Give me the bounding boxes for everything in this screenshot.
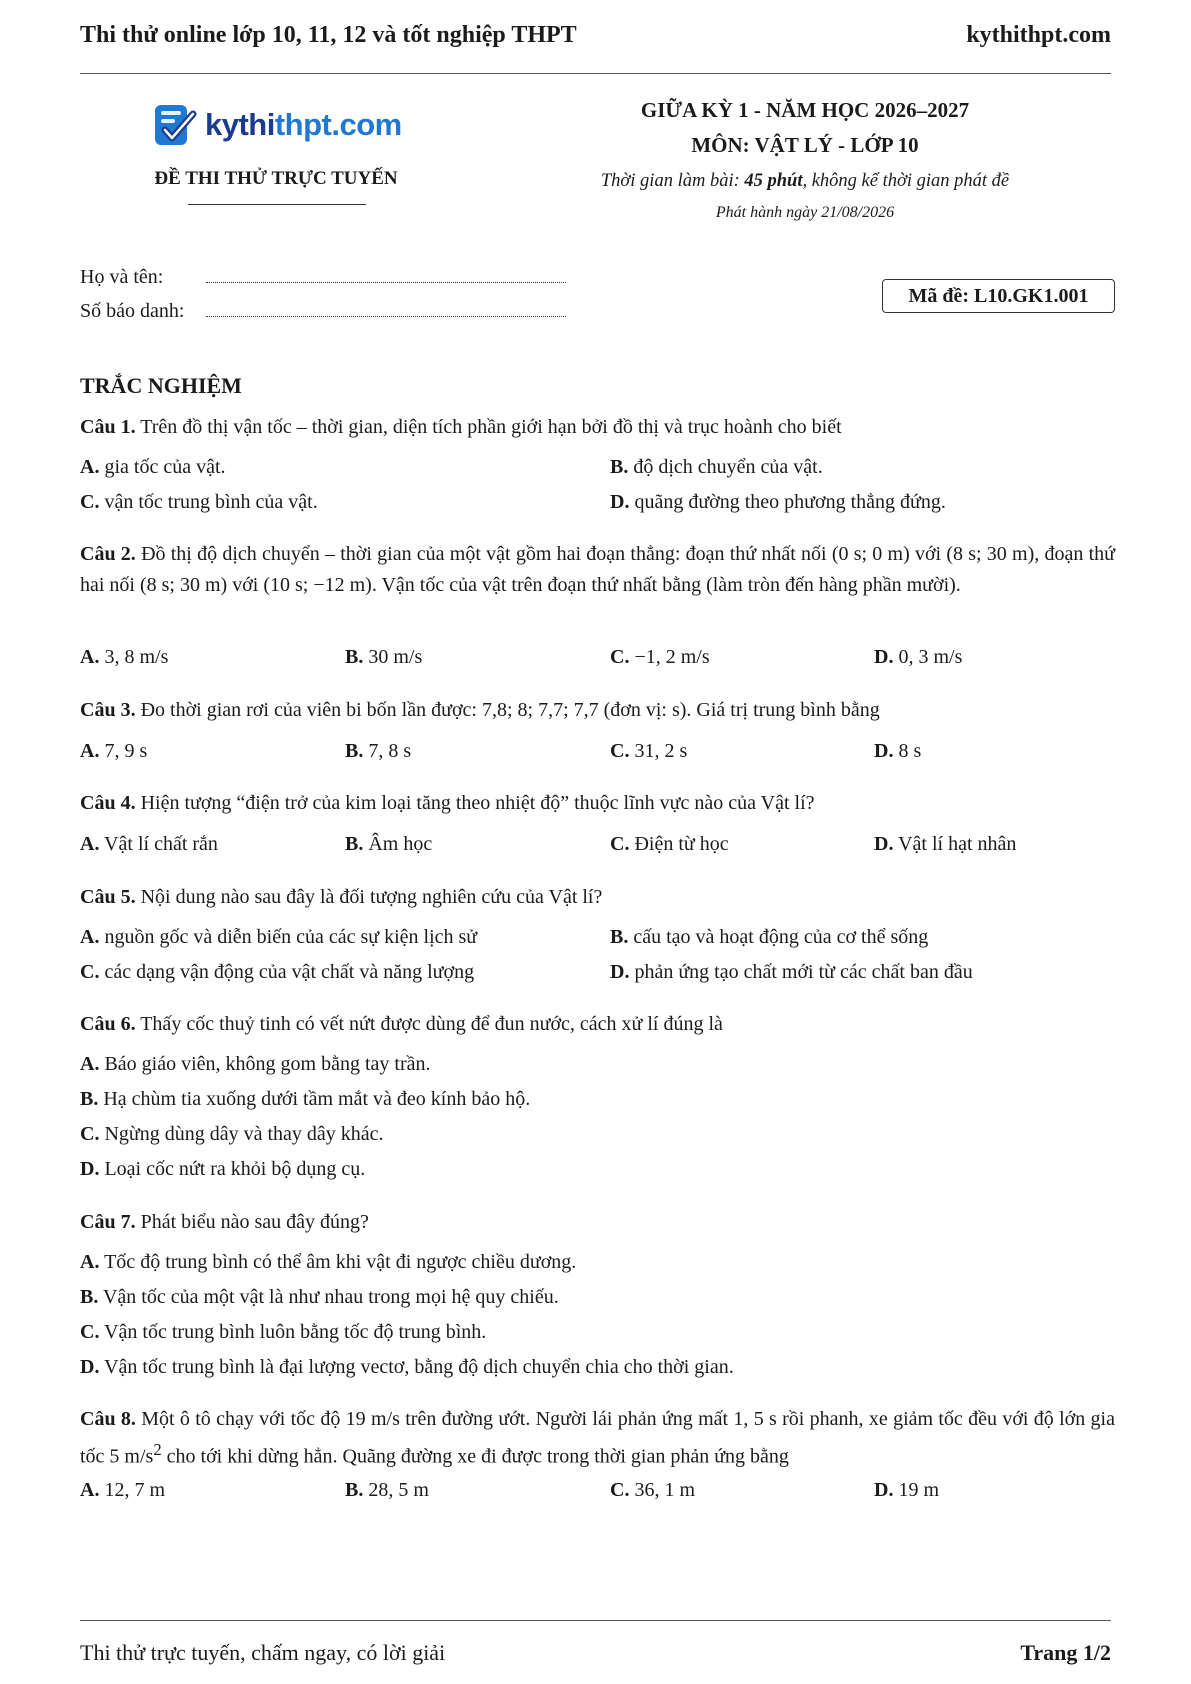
option-key: D. (80, 1356, 100, 1378)
question-text-superscript: 2 (153, 1439, 162, 1459)
option-key: A. (80, 646, 100, 668)
question-2 (80, 539, 1115, 600)
option-key: D. (874, 740, 894, 762)
option-key: C. (610, 1479, 630, 1501)
question-text-continued: cho tới khi dừng hẳn. Quãng đường xe đi được trong thời gian phản ứng bằng (161, 1445, 789, 1468)
q3-option-a[interactable] (80, 740, 147, 763)
question-7 (80, 1207, 1115, 1238)
exam-duration (555, 171, 1055, 192)
option-key: B. (610, 456, 629, 478)
option-text: các dạng vận động của vật chất và năng lượng (104, 961, 475, 983)
option-text: Loại cốc nứt ra khỏi bộ dụng cụ. (104, 1158, 366, 1180)
option-key: A. (80, 456, 100, 478)
q2-option-b[interactable] (345, 646, 422, 669)
option-text: 30 m/s (368, 646, 423, 668)
option-text: 31, 2 s (634, 740, 688, 762)
q2-option-d[interactable] (874, 646, 962, 669)
q5-option-c[interactable] (80, 961, 474, 984)
option-key: D. (874, 1479, 894, 1501)
option-key: D. (874, 833, 894, 855)
option-text: Vật lí hạt nhân (898, 833, 1017, 855)
option-key: C. (80, 961, 100, 983)
option-key: C. (80, 1321, 100, 1343)
exam-code-badge: Mã đề: L10.GK1.001 (882, 279, 1115, 313)
option-key: B. (80, 1286, 99, 1308)
option-key: B. (345, 833, 364, 855)
exam-term: GIỮA KỲ 1 - NĂM HỌC 2026–2027 (640, 98, 970, 122)
question-number: Câu 8. (80, 1408, 136, 1430)
question-text: Một ô tô chạy với tốc độ 19 m/s trên đường ướt. Người lái phản ứng mất 1, 5 s rồi phanh, xe giảm tốc đều với độ lớn gia tốc 5 m/s (80, 1408, 1115, 1468)
q3-option-d[interactable] (874, 740, 921, 763)
name-field[interactable] (80, 266, 566, 289)
page-header (80, 22, 1111, 52)
option-text: 8 s (898, 740, 922, 762)
option-key: C. (610, 740, 630, 762)
option-key: B. (610, 926, 629, 948)
option-text: 0, 3 m/s (898, 646, 963, 668)
q4-option-d[interactable] (874, 833, 1016, 856)
q8-option-b[interactable] (345, 1479, 429, 1502)
option-text: 28, 5 m (368, 1479, 429, 1501)
option-text: vận tốc trung bình của vật. (104, 491, 318, 513)
exam-release-date: Phát hành ngày 21/08/2026 (715, 204, 895, 221)
question-number: Câu 6. (80, 1013, 136, 1035)
q6-option-d[interactable] (80, 1158, 365, 1181)
question-3 (80, 695, 1115, 726)
q7-option-a[interactable] (80, 1251, 576, 1274)
page-footer (80, 1640, 1111, 1666)
option-text: độ dịch chuyển của vật. (633, 456, 823, 478)
option-text: phản ứng tạo chất mới từ các chất ban đầu (634, 961, 973, 983)
question-6 (80, 1009, 1115, 1040)
q2-option-a[interactable] (80, 646, 168, 669)
option-text: Vận tốc của một vật là như nhau trong mọi hệ quy chiếu. (102, 1286, 559, 1308)
option-key: D. (610, 491, 630, 513)
question-4 (80, 788, 1115, 819)
duration-suffix: , không kể thời gian phát đề (802, 171, 1010, 191)
question-number: Câu 2. (80, 543, 136, 565)
option-text: 7, 9 s (104, 740, 148, 762)
option-text: Âm học (368, 833, 433, 855)
option-key: D. (874, 646, 894, 668)
option-text: Báo giáo viên, không gom bằng tay trần. (104, 1053, 431, 1075)
option-text: Điện từ học (634, 833, 729, 855)
q7-option-d[interactable] (80, 1356, 734, 1379)
q1-option-d[interactable] (610, 491, 946, 514)
logo-check-icon (153, 102, 199, 148)
q8-option-d[interactable] (874, 1479, 939, 1502)
q7-option-c[interactable] (80, 1321, 486, 1344)
section-title: TRẮC NGHIỆM (80, 373, 242, 398)
option-text: quãng đường theo phương thẳng đứng. (634, 491, 946, 513)
q2-option-c[interactable] (610, 646, 710, 669)
q6-option-c[interactable] (80, 1123, 384, 1146)
q3-option-c[interactable] (610, 740, 687, 763)
option-key: B. (345, 1479, 364, 1501)
q8-option-a[interactable] (80, 1479, 165, 1502)
option-text: 12, 7 m (104, 1479, 166, 1501)
header-left-text: Thi thử online lớp 10, 11, 12 và tốt nghiệp THPT (80, 22, 577, 48)
brand-logo[interactable] (153, 102, 402, 148)
q1-option-c[interactable] (80, 491, 318, 514)
q1-option-a[interactable] (80, 456, 226, 479)
duration-prefix: Thời gian làm bài: (600, 171, 745, 191)
q3-option-b[interactable] (345, 740, 411, 763)
exam-subject: MÔN: VẬT LÝ - LỚP 10 (691, 133, 919, 157)
option-key: C. (610, 646, 630, 668)
option-key: C. (610, 833, 630, 855)
q4-option-c[interactable] (610, 833, 729, 856)
option-key: C. (80, 1123, 100, 1145)
question-5 (80, 882, 1115, 913)
option-text: 36, 1 m (634, 1479, 696, 1501)
duration-value: 45 phút (744, 171, 803, 191)
footer-divider (80, 1620, 1111, 1621)
option-text: 19 m (898, 1479, 940, 1501)
id-blank[interactable] (206, 302, 566, 317)
q7-option-b[interactable] (80, 1286, 559, 1309)
option-key: B. (345, 740, 364, 762)
option-key: A. (80, 1479, 100, 1501)
question-text: Trên đồ thị vận tốc – thời gian, diện tích phần giới hạn bởi đồ thị và trục hoành cho biết (140, 416, 842, 438)
q6-option-b[interactable] (80, 1088, 530, 1111)
question-text: Thấy cốc thuỷ tinh có vết nứt được dùng để đun nước, cách xử lí đúng là (140, 1013, 723, 1035)
q6-option-a[interactable] (80, 1053, 431, 1076)
logo-text (205, 107, 402, 143)
option-text: Vận tốc trung bình là đại lượng vectơ, bằng độ dịch chuyển chia cho thời gian. (104, 1356, 734, 1378)
q5-option-b[interactable] (610, 926, 928, 949)
option-key: B. (80, 1088, 99, 1110)
q5-option-d[interactable] (610, 961, 973, 984)
option-key: A. (80, 926, 100, 948)
brand-subtitle: ĐỀ THI THỬ TRỰC TUYẾN (154, 168, 398, 189)
question-text: Nội dung nào sau đây là đối tượng nghiên cứu của Vật lí? (140, 886, 603, 908)
question-number: Câu 3. (80, 699, 136, 721)
option-text: Tốc độ trung bình có thể âm khi vật đi ngược chiều dương. (104, 1251, 577, 1273)
q8-option-c[interactable] (610, 1479, 695, 1502)
option-text: 7, 8 s (368, 740, 412, 762)
subtitle-underline (188, 204, 366, 205)
question-number: Câu 5. (80, 886, 136, 908)
option-text: Ngừng dùng dây và thay dây khác. (104, 1123, 384, 1145)
id-field[interactable] (80, 300, 566, 323)
logo-text-part-2: thpt.com (274, 107, 402, 142)
option-text: 3, 8 m/s (104, 646, 169, 668)
page-number: Trang 1/2 (1020, 1640, 1111, 1665)
question-number: Câu 4. (80, 792, 136, 814)
option-key: A. (80, 740, 100, 762)
logo-text-part-1: kythi (205, 107, 275, 142)
q5-option-a[interactable] (80, 926, 477, 949)
option-text: Vận tốc trung bình luôn bằng tốc độ trung bình. (104, 1321, 487, 1343)
footer-slogan: Thi thử trực tuyến, chấm ngay, có lời giải (80, 1640, 446, 1665)
question-text: Đo thời gian rơi của viên bi bốn lần được: 7,8; 8; 7,7; 7,7 (đơn vị: s). Giá trị trung bình bằng (140, 699, 880, 721)
q4-option-b[interactable] (345, 833, 432, 856)
option-key: D. (610, 961, 630, 983)
option-key: C. (80, 491, 100, 513)
question-1 (80, 412, 1115, 443)
question-text: Phát biểu nào sau đây đúng? (140, 1211, 369, 1233)
option-key: A. (80, 1053, 100, 1075)
question-8 (80, 1404, 1115, 1472)
name-blank[interactable] (206, 268, 566, 283)
option-text: nguồn gốc và diễn biến của các sự kiện lịch sử (104, 926, 478, 948)
option-key: A. (80, 1251, 100, 1273)
option-text: gia tốc của vật. (104, 456, 226, 478)
question-number: Câu 7. (80, 1211, 136, 1233)
header-site-link[interactable]: kythithpt.com (966, 22, 1111, 48)
q1-option-b[interactable] (610, 456, 823, 479)
question-text: Hiện tượng “điện trở của kim loại tăng theo nhiệt độ” thuộc lĩnh vực nào của Vật lí? (140, 792, 815, 814)
question-text: Đồ thị độ dịch chuyển – thời gian của một vật gồm hai đoạn thẳng: đoạn thứ nhất nối (0 s; 0 m) với (8 s; 30 m), đoạn thứ hai nối (8 s; 30 m) với (10 s; −12 m). Vận tốc của vật trên đoạn thứ nhất bằng (làm tròn đến hàng phần mười). (80, 543, 1116, 596)
name-label: Họ và tên: (80, 266, 164, 288)
option-text: cấu tạo và hoạt động của cơ thể sống (633, 926, 929, 948)
header-divider (80, 73, 1111, 74)
option-key: A. (80, 833, 100, 855)
option-text: Vật lí chất rắn (104, 833, 218, 855)
q4-option-a[interactable] (80, 833, 218, 856)
option-key: D. (80, 1158, 100, 1180)
option-key: B. (345, 646, 364, 668)
question-number: Câu 1. (80, 416, 136, 438)
id-label: Số báo danh: (80, 300, 185, 322)
option-text: −1, 2 m/s (634, 646, 710, 668)
option-text: Hạ chùm tia xuống dưới tầm mắt và đeo kính bảo hộ. (103, 1088, 531, 1110)
